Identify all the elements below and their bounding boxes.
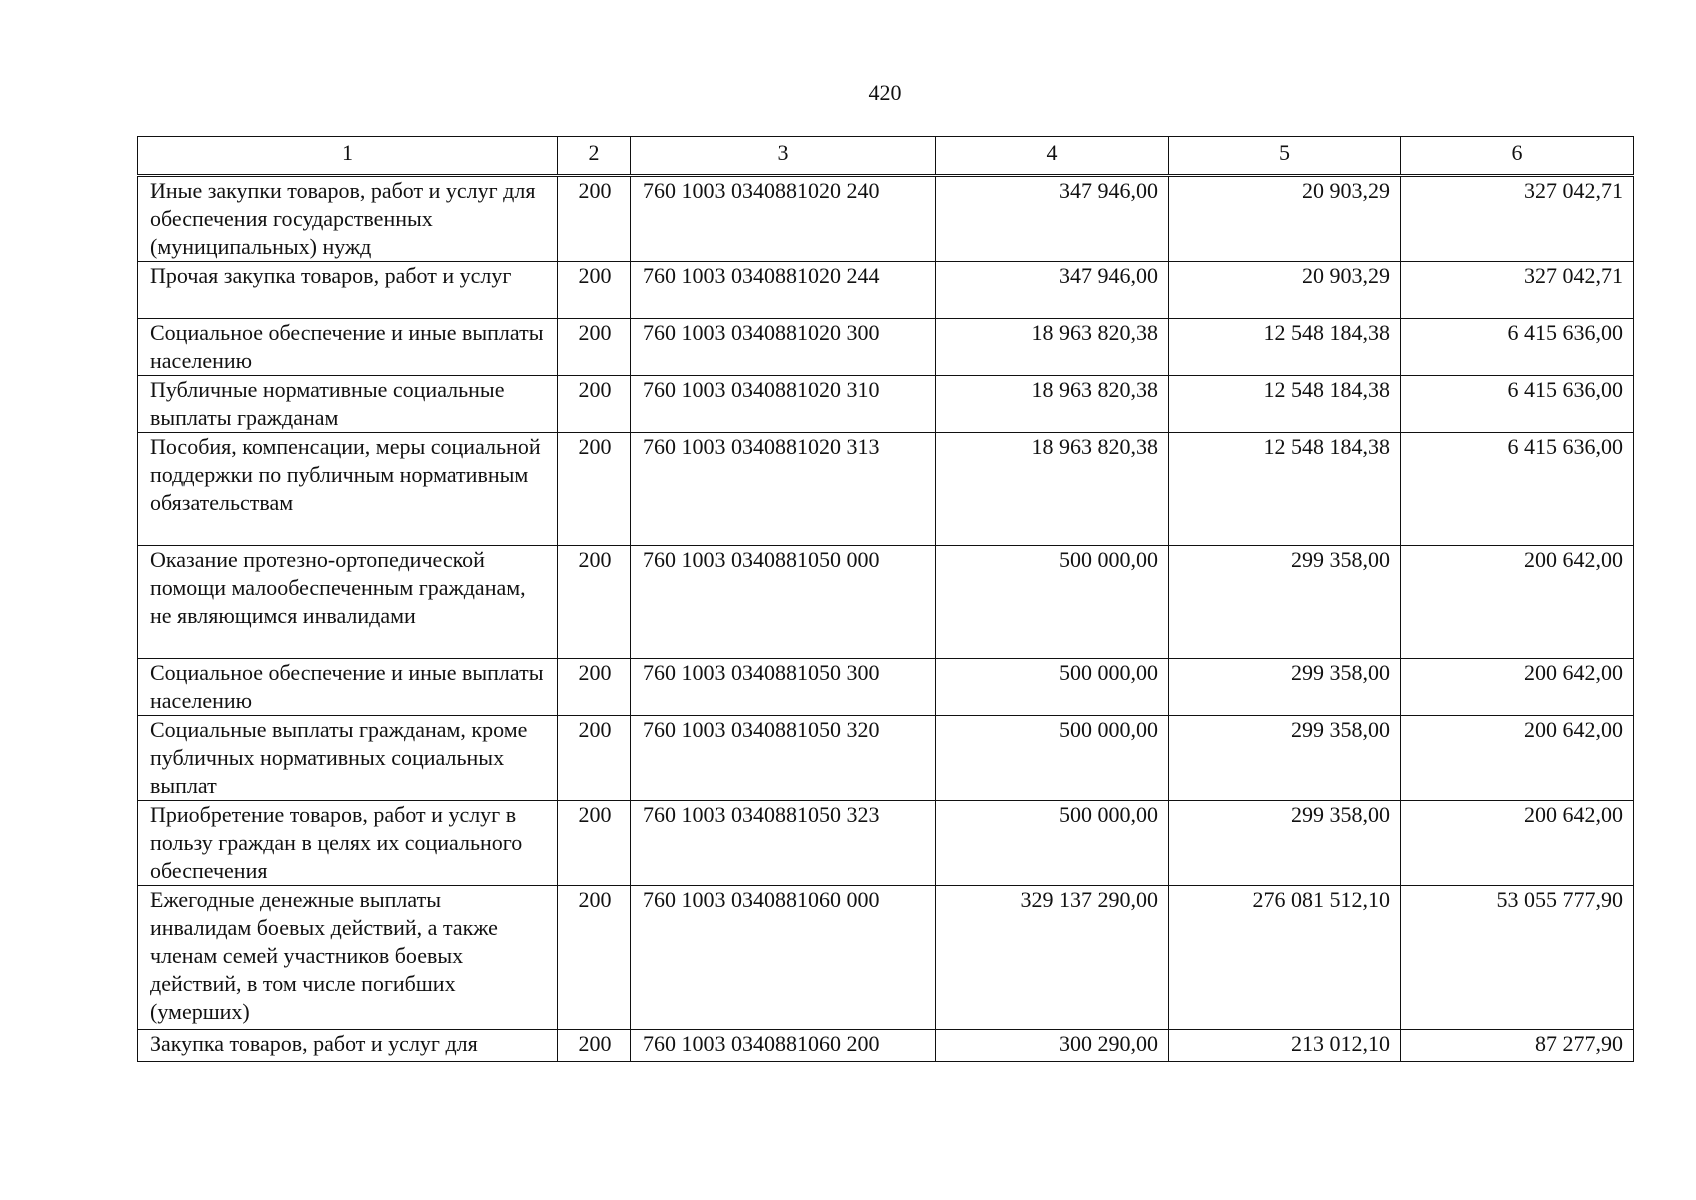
row-code: 760 1003 0340881050 000 [631,546,936,659]
row-name: Закупка товаров, работ и услуг для [138,1030,558,1062]
table-row [138,433,1634,546]
row-name: Приобретение товаров, работ и услуг в пользу граждан в целях их социального обеспечения [138,801,558,886]
row-col6: 327 042,71 [1401,262,1634,319]
row-col6: 200 642,00 [1401,801,1634,886]
row-code: 760 1003 0340881050 320 [631,716,936,801]
column-header-5: 5 [1169,137,1401,176]
row-col6: 87 277,90 [1401,1030,1634,1062]
row-col4: 347 946,00 [936,262,1169,319]
row-name: Социальное обеспечение и иные выплаты населению [138,319,558,376]
table-row [138,886,1634,1030]
table-row [138,176,1634,262]
row-col4: 500 000,00 [936,546,1169,659]
row-col2: 200 [558,1030,631,1062]
row-col4: 500 000,00 [936,716,1169,801]
row-col2: 200 [558,319,631,376]
row-col2: 200 [558,886,631,1030]
row-col5: 299 358,00 [1169,659,1401,716]
row-col4: 18 963 820,38 [936,376,1169,433]
row-name: Социальные выплаты гражданам, кроме публичных нормативных социальных выплат [138,716,558,801]
row-col6: 327 042,71 [1401,176,1634,262]
row-col5: 299 358,00 [1169,546,1401,659]
row-name: Социальное обеспечение и иные выплаты населению [138,659,558,716]
header-row [138,137,1634,176]
row-col5: 20 903,29 [1169,262,1401,319]
row-col5: 20 903,29 [1169,176,1401,262]
column-header-6: 6 [1401,137,1634,176]
table-body [138,176,1634,1062]
row-col5: 299 358,00 [1169,801,1401,886]
table-row [138,1030,1634,1062]
table-row [138,659,1634,716]
row-col6: 6 415 636,00 [1401,319,1634,376]
row-name: Оказание протезно-ортопедической помощи малообеспеченным гражданам, не являющимся инвалидами [138,546,558,659]
row-col5: 276 081 512,10 [1169,886,1401,1030]
row-code: 760 1003 0340881020 240 [631,176,936,262]
column-header-1: 1 [138,137,558,176]
row-col6: 6 415 636,00 [1401,376,1634,433]
row-col2: 200 [558,433,631,546]
row-code: 760 1003 0340881020 310 [631,376,936,433]
row-col5: 213 012,10 [1169,1030,1401,1062]
row-col6: 200 642,00 [1401,659,1634,716]
row-col4: 329 137 290,00 [936,886,1169,1030]
row-col5: 299 358,00 [1169,716,1401,801]
row-col2: 200 [558,262,631,319]
table-row [138,376,1634,433]
row-code: 760 1003 0340881020 244 [631,262,936,319]
row-col2: 200 [558,546,631,659]
row-name: Ежегодные денежные выплаты инвалидам боевых действий, а также членам семей участников боевых действий, в том числе погибших (умерших) [138,886,558,1030]
row-col2: 200 [558,376,631,433]
row-col5: 12 548 184,38 [1169,433,1401,546]
row-col4: 500 000,00 [936,659,1169,716]
row-code: 760 1003 0340881020 313 [631,433,936,546]
page-number: 420 [868,80,902,105]
row-col4: 347 946,00 [936,176,1169,262]
row-col4: 300 290,00 [936,1030,1169,1062]
column-header-3: 3 [631,137,936,176]
row-col4: 18 963 820,38 [936,319,1169,376]
row-col4: 500 000,00 [936,801,1169,886]
row-col5: 12 548 184,38 [1169,376,1401,433]
row-col4: 18 963 820,38 [936,433,1169,546]
row-col2: 200 [558,176,631,262]
row-code: 760 1003 0340881050 323 [631,801,936,886]
column-header-2: 2 [558,137,631,176]
row-name: Прочая закупка товаров, работ и услуг [138,262,558,319]
row-col6: 200 642,00 [1401,546,1634,659]
row-name: Публичные нормативные социальные выплаты гражданам [138,376,558,433]
table-header [138,137,1634,176]
row-col5: 12 548 184,38 [1169,319,1401,376]
column-header-4: 4 [936,137,1169,176]
table-row [138,319,1634,376]
table-row [138,716,1634,801]
row-col2: 200 [558,801,631,886]
row-col6: 200 642,00 [1401,716,1634,801]
budget-table [137,136,1634,1062]
row-code: 760 1003 0340881020 300 [631,319,936,376]
row-code: 760 1003 0340881060 000 [631,886,936,1030]
row-name: Пособия, компенсации, меры социальной поддержки по публичным нормативным обязательствам [138,433,558,546]
row-col6: 6 415 636,00 [1401,433,1634,546]
table-row [138,262,1634,319]
row-col2: 200 [558,716,631,801]
row-code: 760 1003 0340881050 300 [631,659,936,716]
row-col6: 53 055 777,90 [1401,886,1634,1030]
row-code: 760 1003 0340881060 200 [631,1030,936,1062]
table-row [138,546,1634,659]
table-row [138,801,1634,886]
row-name: Иные закупки товаров, работ и услуг для обеспечения государственных (муниципальных) нужд [138,176,558,262]
row-col2: 200 [558,659,631,716]
